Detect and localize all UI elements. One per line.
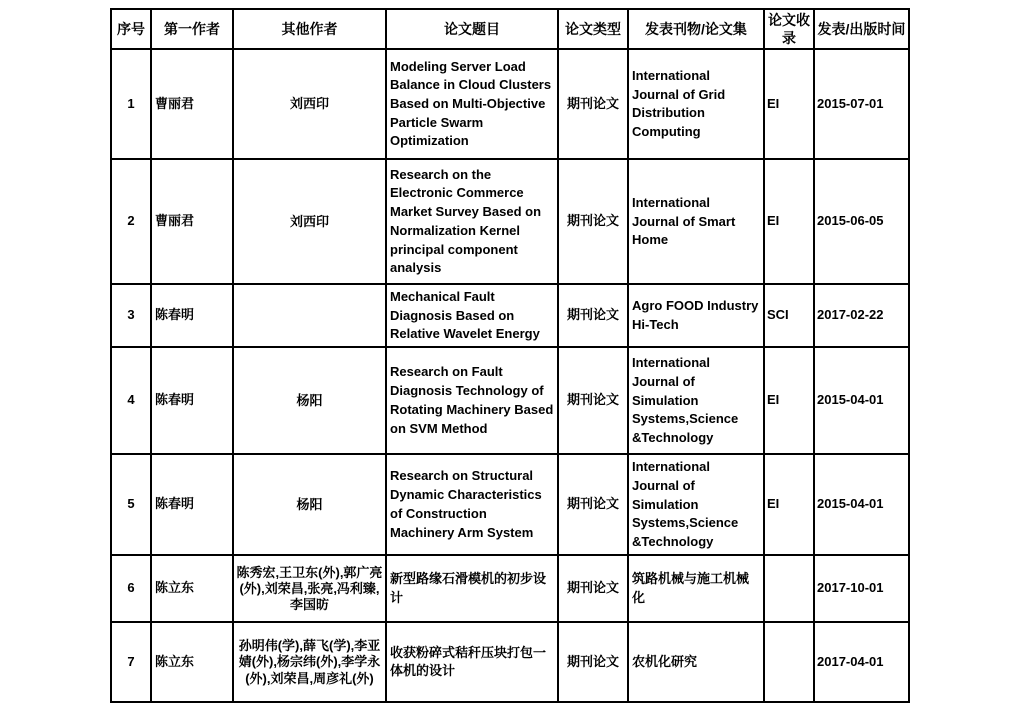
cell-other-authors: 刘西印 [233, 159, 386, 284]
cell-other-authors [233, 284, 386, 347]
cell-publish-date: 2015-06-05 [814, 159, 909, 284]
cell-index: 4 [111, 347, 151, 454]
cell-indexing [764, 622, 814, 702]
cell-other-authors: 杨阳 [233, 454, 386, 555]
cell-journal: Agro FOOD Industry Hi-Tech [628, 284, 764, 347]
col-header-journal: 发表刊物/论文集 [628, 9, 764, 49]
cell-paper-type: 期刊论文 [558, 347, 628, 454]
publications-table-container [110, 8, 910, 703]
table-row [111, 454, 909, 555]
cell-paper-title: Research on the Electronic Commerce Market Survey Based on Normalization Kernel principal component analysis [386, 159, 558, 284]
cell-other-authors: 刘西印 [233, 49, 386, 159]
col-header-index: 序号 [111, 9, 151, 49]
cell-other-authors: 杨阳 [233, 347, 386, 454]
cell-other-authors: 陈秀宏,王卫东(外),郭广亮(外),刘荣昌,张亮,冯利臻,李国昉 [233, 555, 386, 622]
cell-first-author: 陈春明 [151, 347, 233, 454]
cell-paper-title: 新型路缘石滑模机的初步设计 [386, 555, 558, 622]
cell-paper-type: 期刊论文 [558, 622, 628, 702]
col-header-indexing: 论文收录 [764, 9, 814, 49]
cell-indexing: EI [764, 347, 814, 454]
col-header-publish-date: 发表/出版时间 [814, 9, 909, 49]
cell-journal: 筑路机械与施工机械化 [628, 555, 764, 622]
col-header-first-author: 第一作者 [151, 9, 233, 49]
cell-first-author: 陈立东 [151, 555, 233, 622]
table-row [111, 555, 909, 622]
cell-paper-title: 收获粉碎式秸秆压块打包一体机的设计 [386, 622, 558, 702]
cell-publish-date: 2015-04-01 [814, 347, 909, 454]
table-row [111, 347, 909, 454]
cell-journal: International Journal of Simulation Systems,Science &Technology [628, 454, 764, 555]
col-header-paper-type: 论文类型 [558, 9, 628, 49]
col-header-other-authors: 其他作者 [233, 9, 386, 49]
cell-first-author: 曹丽君 [151, 159, 233, 284]
cell-paper-type: 期刊论文 [558, 555, 628, 622]
cell-paper-type: 期刊论文 [558, 49, 628, 159]
table-row [111, 159, 909, 284]
cell-index: 7 [111, 622, 151, 702]
cell-publish-date: 2017-10-01 [814, 555, 909, 622]
cell-paper-type: 期刊论文 [558, 284, 628, 347]
cell-first-author: 曹丽君 [151, 49, 233, 159]
table-row [111, 622, 909, 702]
cell-indexing: EI [764, 159, 814, 284]
cell-journal: International Journal of Smart Home [628, 159, 764, 284]
table-header [111, 9, 909, 49]
cell-publish-date: 2015-04-01 [814, 454, 909, 555]
cell-index: 1 [111, 49, 151, 159]
cell-index: 5 [111, 454, 151, 555]
cell-index: 6 [111, 555, 151, 622]
cell-publish-date: 2017-04-01 [814, 622, 909, 702]
cell-first-author: 陈春明 [151, 454, 233, 555]
cell-index: 2 [111, 159, 151, 284]
cell-paper-title: Research on Fault Diagnosis Technology of Rotating Machinery Based on SVM Method [386, 347, 558, 454]
header-row [111, 9, 909, 49]
table-body [111, 49, 909, 702]
cell-first-author: 陈春明 [151, 284, 233, 347]
cell-other-authors: 孙明伟(学),薛飞(学),李亚婧(外),杨宗纬(外),李学永(外),刘荣昌,周彦礼(外) [233, 622, 386, 702]
cell-journal: International Journal of Grid Distribution Computing [628, 49, 764, 159]
cell-indexing: SCI [764, 284, 814, 347]
cell-index: 3 [111, 284, 151, 347]
cell-indexing: EI [764, 49, 814, 159]
cell-paper-title: Modeling Server Load Balance in Cloud Clusters Based on Multi-Objective Particle Swarm Optimization [386, 49, 558, 159]
cell-publish-date: 2015-07-01 [814, 49, 909, 159]
cell-journal: 农机化研究 [628, 622, 764, 702]
cell-journal: International Journal of Simulation Systems,Science &Technology [628, 347, 764, 454]
cell-indexing: EI [764, 454, 814, 555]
cell-paper-title: Mechanical Fault Diagnosis Based on Relative Wavelet Energy [386, 284, 558, 347]
publications-table [110, 8, 910, 703]
cell-publish-date: 2017-02-22 [814, 284, 909, 347]
cell-paper-type: 期刊论文 [558, 159, 628, 284]
table-row [111, 49, 909, 159]
cell-first-author: 陈立东 [151, 622, 233, 702]
cell-paper-title: Research on Structural Dynamic Characteristics of Construction Machinery Arm System [386, 454, 558, 555]
cell-indexing [764, 555, 814, 622]
col-header-paper-title: 论文题目 [386, 9, 558, 49]
table-row [111, 284, 909, 347]
cell-paper-type: 期刊论文 [558, 454, 628, 555]
